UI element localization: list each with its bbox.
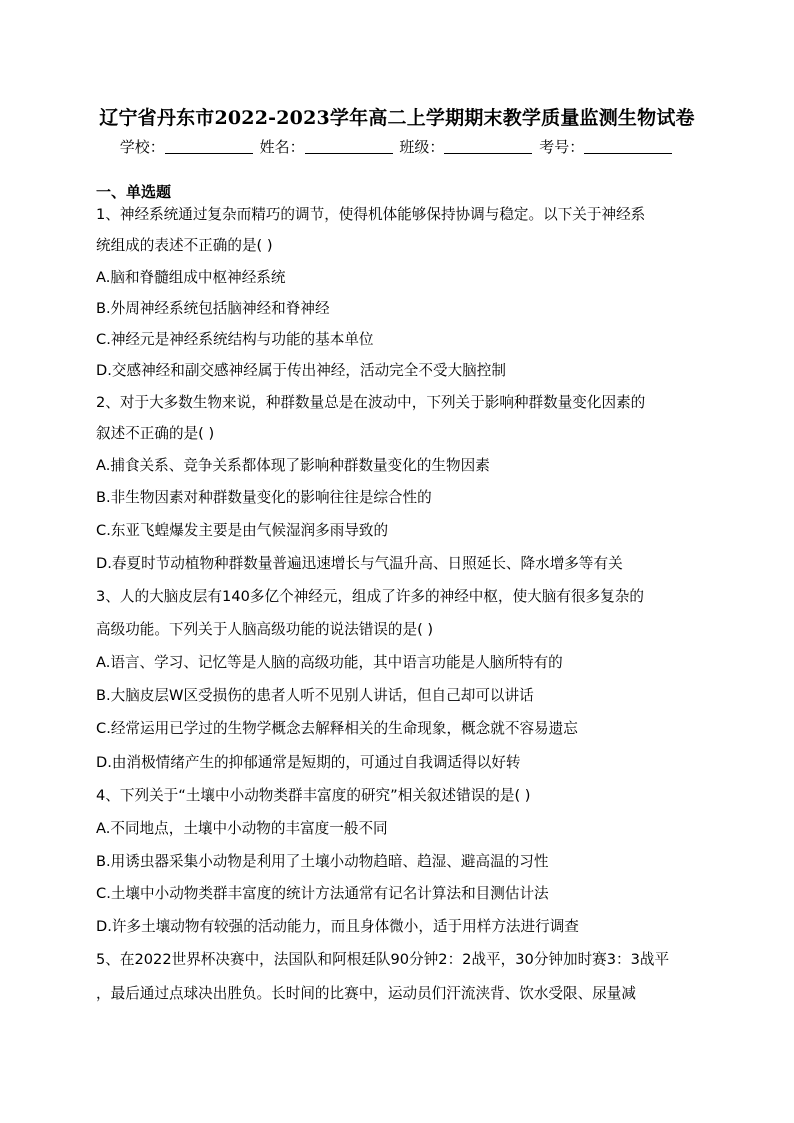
exam-title: 辽宁省丹东市2022-2023学年高二上学期期末教学质量监测生物试卷 (99, 107, 695, 129)
question-line: 5、在2022世界杯决赛中，法国队和阿根廷队90分钟2：2战平，30分钟加时赛3：3战平 (96, 951, 670, 968)
class-blank (444, 138, 532, 154)
question-line: 统组成的表述不正确的是( ) (96, 237, 273, 254)
option-line: D.交感神经和副交感神经属于传出神经，活动完全不受大脑控制 (96, 362, 506, 379)
option-line: A.不同地点，土壤中小动物的丰富度一般不同 (96, 820, 388, 837)
exam-number-label: 考号： (539, 138, 585, 156)
question-line: 3、人的大脑皮层有140多亿个神经元，组成了许多的神经中枢，使大脑有很多复杂的 (96, 588, 644, 605)
option-line: D.由消极情绪产生的抑郁通常是短期的，可通过自我调适得以好转 (96, 754, 521, 771)
option-line: D.春夏时节动植物种群数量普遍迅速增长与气温升高、日照延长、降水增多等有关 (96, 555, 623, 572)
option-line: A.语言、学习、记忆等是人脑的高级功能，其中语言功能是人脑所特有的 (96, 654, 563, 671)
option-line: D.许多土壤动物有较强的活动能力，而且身体微小，适于用样方法进行调查 (96, 918, 579, 935)
option-line: A.捕食关系、竞争关系都体现了影响种群数量变化的生物因素 (96, 457, 490, 474)
option-line: B.非生物因素对种群数量变化的影响往往是综合性的 (96, 489, 432, 506)
option-line: B.外周神经系统包括脑神经和脊神经 (96, 300, 330, 317)
option-line: C.土壤中小动物类群丰富度的统计方法通常有记名计算法和目测估计法 (96, 885, 549, 902)
section-heading: 一、单选题 (96, 183, 172, 201)
question-line: 4、下列关于“土壤中小动物类群丰富度的研究”相关叙述错误的是( ) (96, 787, 531, 804)
question-line: 高级功能。下列关于人脑高级功能的说法错误的是( ) (96, 621, 434, 638)
name-blank (305, 138, 393, 154)
question-line: 叙述不正确的是( ) (96, 425, 215, 442)
option-line: C.经常运用已学过的生物学概念去解释相关的生命现象，概念就不容易遗忘 (96, 720, 578, 737)
school-blank (165, 138, 253, 154)
option-line: B.用诱虫器采集小动物是利用了土壤小动物趋暗、趋湿、避高温的习性 (96, 853, 549, 870)
student-info-row (0, 136, 794, 157)
option-line: C.东亚飞蝗爆发主要是由气候湿润多雨导致的 (96, 522, 389, 539)
option-line: A.脑和脊髓组成中枢神经系统 (96, 269, 286, 286)
question-line: 2、对于大多数生物来说，种群数量总是在波动中，下列关于影响种群数量变化因素的 (96, 394, 646, 411)
class-label: 班级： (399, 138, 445, 156)
exam-number-blank (584, 138, 672, 154)
option-line: B.大脑皮层W区受损伤的患者人听不见别人讲话，但自己却可以讲话 (96, 687, 534, 704)
option-line: C.神经元是神经系统结构与功能的基本单位 (96, 331, 374, 348)
question-line: 1、神经系统通过复杂而精巧的调节，使得机体能够保持协调与稳定。以下关于神经系 (96, 206, 646, 223)
name-label: 姓名： (259, 138, 305, 156)
school-label: 学校： (119, 138, 165, 156)
question-line: ，最后通过点球决出胜负。长时间的比赛中，运动员们汗流浃背、饮水受限、尿量减 (96, 985, 636, 1002)
